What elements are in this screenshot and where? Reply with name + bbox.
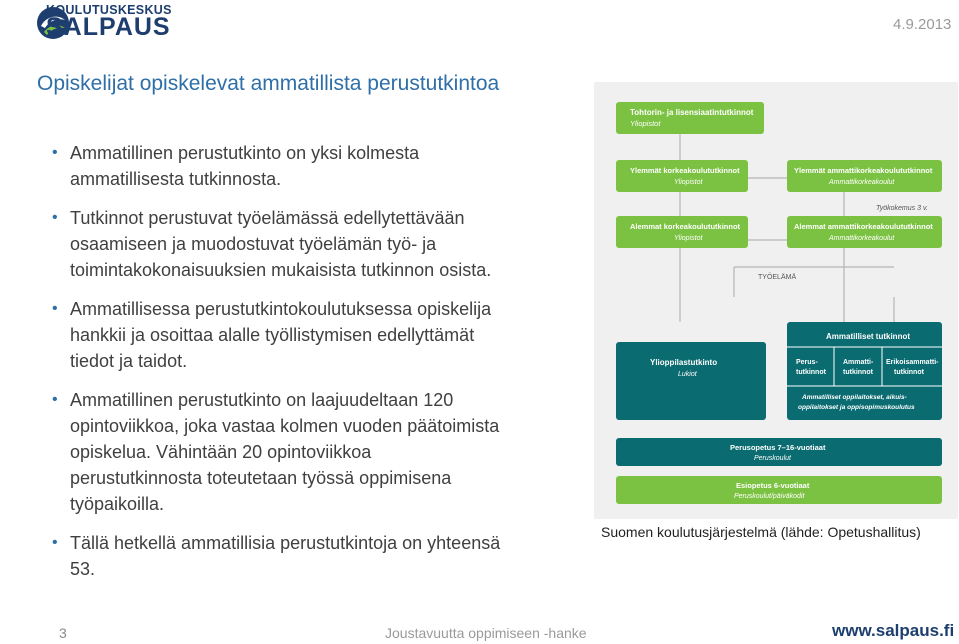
basic-degrees-label: Perus- — [796, 359, 818, 366]
slide-title: Opiskelijat opiskelevat ammatillista perustutkintoa — [37, 72, 500, 95]
further-degrees-label: Ammatti- — [843, 359, 874, 366]
voc-institutions-line2: oppilaitokset ja oppisopimuskoulutus — [798, 404, 915, 411]
specialist-degrees-label: tutkinnot — [894, 369, 924, 376]
page-number: 3 — [59, 625, 67, 641]
logo-text-main: SALPAUS — [46, 13, 171, 41]
matric-sub: Lukiot — [678, 371, 697, 378]
bullet-list — [46, 140, 501, 595]
doctor-sub: Yliopistot — [630, 119, 661, 128]
basic-education-sub: Peruskoulut — [754, 455, 791, 462]
bullet-item: • Ammatillinen perustutkinto on laajuudeltaan 120 opintoviikkoa, joka vastaa kolmen vuoden päätoimista opiskelua. Vähintään 20 opintoviikkoa perustutkinnosta toteutetaan työssä oppimisena työpaikoilla. — [46, 387, 501, 517]
doctor-degrees-box — [616, 102, 764, 134]
preschool-title: Esiopetus 6-vuotiaat — [736, 481, 810, 490]
upper-uni-box — [616, 160, 748, 192]
upper-uni-title: Ylemmät korkeakoulututkinnot — [630, 166, 740, 175]
basic-degrees-label: tutkinnot — [796, 369, 826, 376]
education-system-diagram — [594, 82, 958, 519]
lower-amk-title: Alemmat ammattikorkeakoulututkinnot — [794, 222, 933, 231]
matriculation-box — [616, 342, 766, 420]
work-experience-label: Työkokemus 3 v. — [876, 205, 928, 212]
matric-title: Ylioppilastutkinto — [650, 358, 718, 367]
upper-amk-sub: Ammattikorkeakoulut — [829, 179, 895, 186]
bullet-item: • Ammatillisessa perustutkintokoulutuksessa opiskelija hankkii ja osoittaa alalle työllistymisen edellyttämät tiedot ja taidot. — [46, 296, 501, 374]
bullet-item: • Tutkinnot perustuvat työelämässä edellytettävään osaamiseen ja muodostuvat työelämän työ- ja toimintakokonaisuuksien mukaisista tutkinnon osista. — [46, 205, 501, 283]
lower-amk-box — [787, 216, 942, 248]
bullet-item: • Ammatillinen perustutkinto on yksi kolmesta ammatillisesta tutkinnosta. — [46, 140, 501, 192]
bullet-item: • Tällä hetkellä ammatillisia perustutkintoja on yhteensä 53. — [46, 530, 501, 582]
upper-amk-box — [787, 160, 942, 192]
slide-date: 4.9.2013 — [893, 16, 952, 33]
lower-uni-box — [616, 216, 748, 248]
vocational-title: Ammatilliset tutkinnot — [826, 332, 911, 341]
upper-uni-sub: Yliopistot — [674, 179, 703, 186]
worklife-label: TYÖELÄMÄ — [758, 274, 797, 281]
further-degrees-label: tutkinnot — [843, 369, 873, 376]
lower-uni-title: Alemmat korkeakoulututkinnot — [630, 222, 741, 231]
doctor-title: Tohtorin- ja lisensiaatintutkinnot — [630, 108, 754, 117]
logo-text-top: KOULUTUSKESKUS — [46, 3, 172, 17]
preschool-sub: Peruskoulut/päiväkodit — [734, 493, 805, 500]
lower-uni-sub: Yliopistot — [674, 235, 703, 242]
diagram-caption: Suomen koulutusjärjestelmä (lähde: Opetushallitus) — [601, 524, 921, 540]
footer-url-link[interactable]: www.salpaus.fi — [832, 621, 955, 640]
basic-education-title: Perusopetus 7–16-vuotiaat — [730, 443, 826, 452]
lower-amk-sub: Ammattikorkeakoulut — [829, 235, 895, 242]
specialist-degrees-label: Erikoisammatti- — [886, 359, 939, 366]
footer-project-name: Joustavuutta oppimiseen -hanke — [385, 625, 587, 641]
upper-amk-title: Ylemmät ammattikorkeakoulututkinnot — [794, 166, 933, 175]
voc-institutions-line1: Ammatilliset oppilaitokset, aikuis- — [802, 394, 907, 401]
